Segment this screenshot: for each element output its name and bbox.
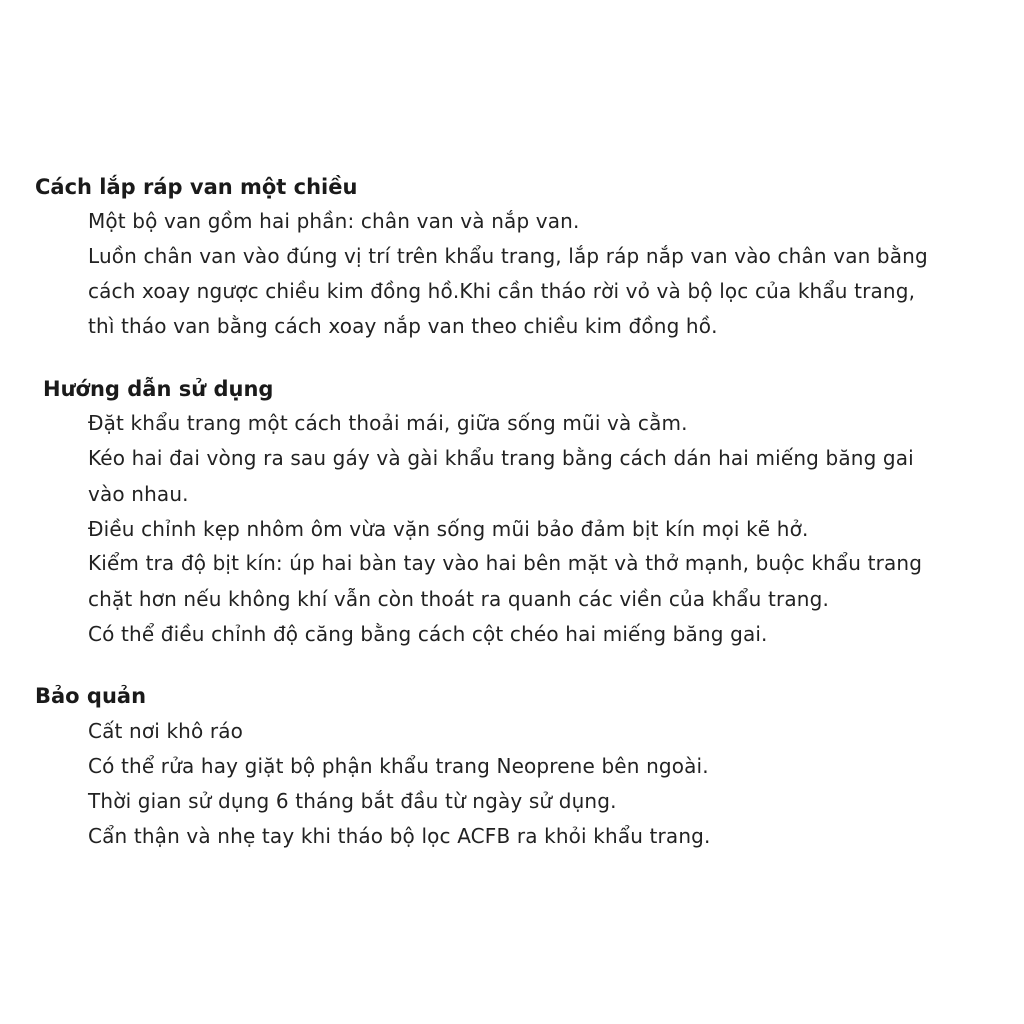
- paragraph-line: Thời gian sử dụng 6 tháng bắt đầu từ ngày sử dụng.: [88, 789, 617, 813]
- paragraph-line: Cất nơi khô ráo: [88, 719, 244, 743]
- paragraph-line: Kiểm tra độ bịt kín: úp hai bàn tay vào hai bên mặt và thở mạnh, buộc khẩu trang: [88, 551, 923, 575]
- paragraph-line: vào nhau.: [88, 482, 189, 506]
- paragraph-line: Có thể rửa hay giặt bộ phận khẩu trang Neoprene bên ngoài.: [88, 754, 709, 778]
- section-heading: Bảo quản: [35, 684, 147, 708]
- paragraph-line: Cẩn thận và nhẹ tay khi tháo bộ lọc ACFB ra khỏi khẩu trang.: [88, 824, 711, 848]
- paragraph-line: Một bộ van gồm hai phần: chân van và nắp van.: [88, 209, 580, 233]
- paragraph-line: Kéo hai đai vòng ra sau gáy và gài khẩu trang bằng cách dán hai miếng băng gai: [88, 446, 914, 470]
- paragraph-line: Luồn chân van vào đúng vị trí trên khẩu trang, lắp ráp nắp van vào chân van bằng: [88, 244, 928, 268]
- paragraph-line: thì tháo van bằng cách xoay nắp van theo chiều kim đồng hồ.: [88, 314, 718, 338]
- paragraph-line: Điều chỉnh kẹp nhôm ôm vừa vặn sống mũi bảo đảm bịt kín mọi kẽ hở.: [88, 517, 809, 541]
- paragraph-line: chặt hơn nếu không khí vẫn còn thoát ra quanh các viền của khẩu trang.: [88, 587, 829, 611]
- paragraph-line: Đặt khẩu trang một cách thoải mái, giữa sống mũi và cằm.: [88, 411, 688, 435]
- section-heading: Cách lắp ráp van một chiều: [35, 175, 358, 199]
- paragraph-line: Có thể điều chỉnh độ căng bằng cách cột chéo hai miếng băng gai.: [88, 622, 768, 646]
- section-heading: Hướng dẫn sử dụng: [43, 377, 274, 401]
- paragraph-line: cách xoay ngược chiều kim đồng hồ.Khi cần tháo rời vỏ và bộ lọc của khẩu trang,: [88, 279, 916, 303]
